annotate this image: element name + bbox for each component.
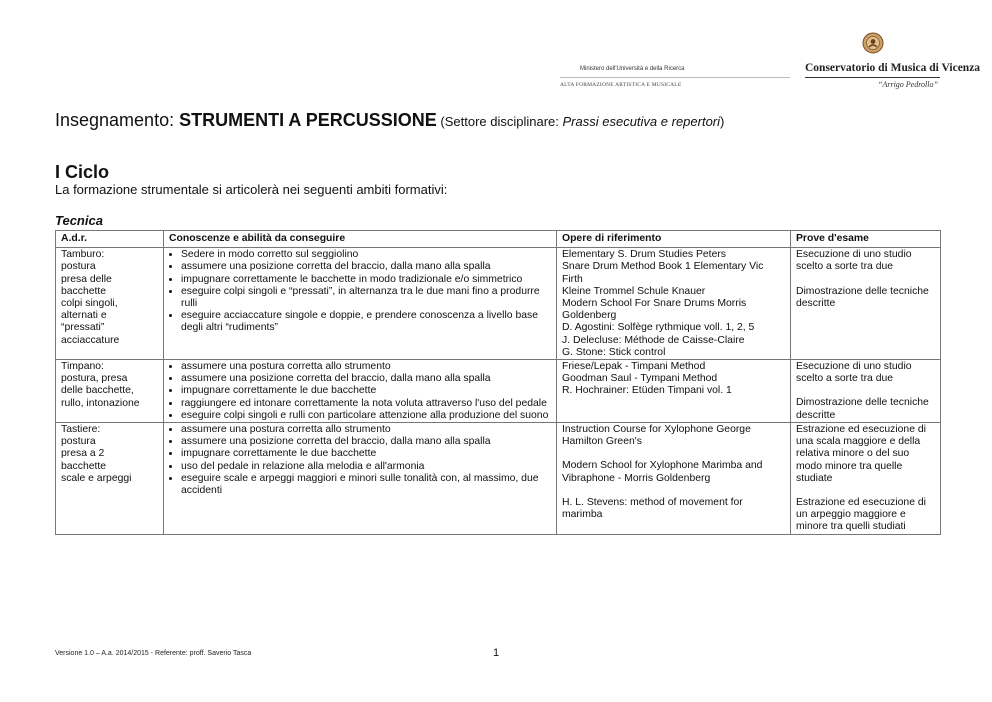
- title-sector-prefix: (Settore disciplinare:: [436, 114, 563, 129]
- adr-line: postura: [61, 261, 96, 273]
- list-item: • eseguire colpi singoli e rulli con particolare attenzione alla produzione del suono: [181, 410, 551, 422]
- adr-line: colpi singoli,: [61, 298, 118, 310]
- column-header: Opere di riferimento: [557, 231, 791, 248]
- list-item: • assumere una postura corretta allo strumento: [181, 424, 551, 436]
- work-item: D. Agostini: Solfège rythmique voll. 1, 2, 5: [562, 322, 755, 334]
- work-item: Snare Drum Method Book 1 Elementary Vic Firth: [562, 261, 764, 285]
- title-sector-suffix: ): [720, 114, 725, 129]
- adr-line: alternati e: [61, 310, 107, 322]
- title-sector: Prassi esecutiva e repertori: [562, 114, 721, 129]
- institution-divider: [805, 77, 940, 78]
- skills-list: [169, 424, 551, 497]
- adr-line: “pressati”: [61, 322, 105, 334]
- skills-cell: [164, 248, 557, 360]
- adr-line: Timpano:: [61, 361, 104, 373]
- exam-item: Esecuzione di uno studio scelto a sorte tra due: [796, 361, 912, 385]
- intro-text: La formazione strumentale si articolerà nei seguenti ambiti formativi:: [55, 182, 448, 197]
- exam-item: Dimostrazione delle tecniche descritte: [796, 397, 929, 421]
- list-item: • impugnare correttamente le due bacchette: [181, 448, 551, 460]
- skills-cell: [164, 360, 557, 423]
- work-item: G. Stone: Stick control: [562, 346, 666, 358]
- adr-line: bacchette: [61, 460, 107, 472]
- cycle-heading: I Ciclo: [55, 162, 110, 182]
- list-item: • assumere una posizione corretta del braccio, dalla mano alla spalla: [181, 261, 551, 273]
- adr-line: bacchette: [61, 285, 107, 297]
- adr-line: rullo, intonazione: [61, 397, 140, 409]
- list-item: • assumere una posizione corretta del braccio, dalla mano alla spalla: [181, 373, 551, 385]
- adr-line: postura: [61, 436, 96, 448]
- header-divider: [560, 77, 790, 78]
- institution-header: [560, 30, 981, 96]
- title-subject: STRUMENTI A PERCUSSIONE: [179, 110, 437, 130]
- skills-list: [169, 249, 551, 334]
- list-item: • uso del pedale in relazione alla melodia e all'armonia: [181, 461, 551, 473]
- table-row: [56, 248, 941, 360]
- adr-line: Tastiere:: [61, 424, 101, 436]
- adr-cell: [56, 423, 164, 535]
- curriculum-table: [55, 230, 941, 535]
- table-row: [56, 360, 941, 423]
- list-item: • impugnare correttamente le bacchette in modo tradizionale e/o simmetrico: [181, 274, 551, 286]
- adr-line: presa a 2: [61, 448, 105, 460]
- page-title: [55, 110, 724, 131]
- works-cell: [557, 360, 791, 423]
- exams-cell: [791, 423, 941, 535]
- list-item: • assumere una posizione corretta del braccio, dalla mano alla spalla: [181, 436, 551, 448]
- footer-version: Versione 1.0 – A.a. 2014/2015 - Referente: proff. Saverio Tasca: [55, 650, 252, 657]
- list-item: • Sedere in modo corretto sul seggiolino: [181, 249, 551, 261]
- table-header-row: [56, 231, 941, 248]
- afam-label: ALTA FORMAZIONE ARTISTICA E MUSICALE: [560, 82, 682, 88]
- works-cell: [557, 423, 791, 535]
- work-item: H. L. Stevens: method of movement for marimba: [562, 496, 743, 521]
- work-item: Goodman Saul - Tympani Method: [562, 373, 718, 385]
- adr-line: Tamburo:: [61, 249, 105, 261]
- table-row: [56, 423, 941, 535]
- skills-cell: [164, 423, 557, 535]
- list-item: • eseguire scale e arpeggi maggiori e minori sulle tonalità con, al massimo, due accidenti: [181, 473, 551, 497]
- column-header: A.d.r.: [56, 231, 164, 248]
- adr-line: presa delle: [61, 273, 112, 285]
- exam-item: Estrazione ed esecuzione di un arpeggio maggiore e minore tra quelli studiati: [796, 497, 926, 533]
- adr-cell: [56, 248, 164, 360]
- work-item: Elementary S. Drum Studies Peters: [562, 249, 727, 261]
- work-item: Modern School For Snare Drums Morris Goldenberg: [562, 298, 747, 322]
- list-item: • raggiungere ed intonare correttamente la nota voluta attraverso l'uso del pedale: [181, 398, 551, 410]
- title-prefix: Insegnamento:: [55, 110, 180, 130]
- work-item: R. Hochrainer: Etüden Timpani vol. 1: [562, 385, 732, 397]
- adr-line: acciaccature: [61, 334, 120, 346]
- works-cell: [557, 248, 791, 360]
- exam-item: Estrazione ed esecuzione di una scala maggiore e della relativa minore o del suo modo minore tra quelle studiate: [796, 424, 926, 484]
- institution-subtitle: “Arrigo Pedrollo”: [878, 80, 938, 89]
- column-header: Prove d'esame: [791, 231, 941, 248]
- adr-line: delle bacchette,: [61, 385, 134, 397]
- list-item: • impugnare correttamente le due bacchette: [181, 385, 551, 397]
- skills-list: [169, 361, 551, 422]
- work-item: Kleine Trommel Schule Knauer: [562, 285, 706, 297]
- institution-name: Conservatorio di Musica di Vicenza: [805, 62, 981, 74]
- column-header: Conoscenze e abilità da conseguire: [164, 231, 557, 248]
- page-number: 1: [493, 647, 500, 659]
- work-item: J. Delecluse: Méthode de Caisse-Claire: [562, 334, 745, 346]
- exams-cell: [791, 360, 941, 423]
- list-item: • eseguire acciaccature singole e doppie, e prendere conoscenza a livello base degli altri “rudiments”: [181, 310, 551, 334]
- list-item: • assumere una postura corretta allo strumento: [181, 361, 551, 373]
- section-heading: Tecnica: [55, 213, 103, 228]
- work-item: Instruction Course for Xylophone George Hamilton Green's: [562, 424, 751, 448]
- exam-item: Esecuzione di uno studio scelto a sorte tra due: [796, 249, 912, 273]
- list-item: • eseguire colpi singoli e “pressati”, in alternanza tra le due mani fino a produrre rulli: [181, 286, 551, 310]
- work-item: Friese/Lepak - Timpani Method: [562, 361, 706, 373]
- exams-cell: [791, 248, 941, 360]
- adr-cell: [56, 360, 164, 423]
- conservatory-emblem-icon: [862, 32, 884, 54]
- work-item: Modern School for Xylophone Marimba and Vibraphone - Morris Goldenberg: [562, 460, 763, 484]
- exam-item: Dimostrazione delle tecniche descritte: [796, 285, 929, 309]
- ministry-label: Ministero dell'Università e della Ricerca: [580, 66, 685, 72]
- adr-line: scale e arpeggi: [61, 472, 132, 484]
- adr-line: postura, presa: [61, 373, 128, 385]
